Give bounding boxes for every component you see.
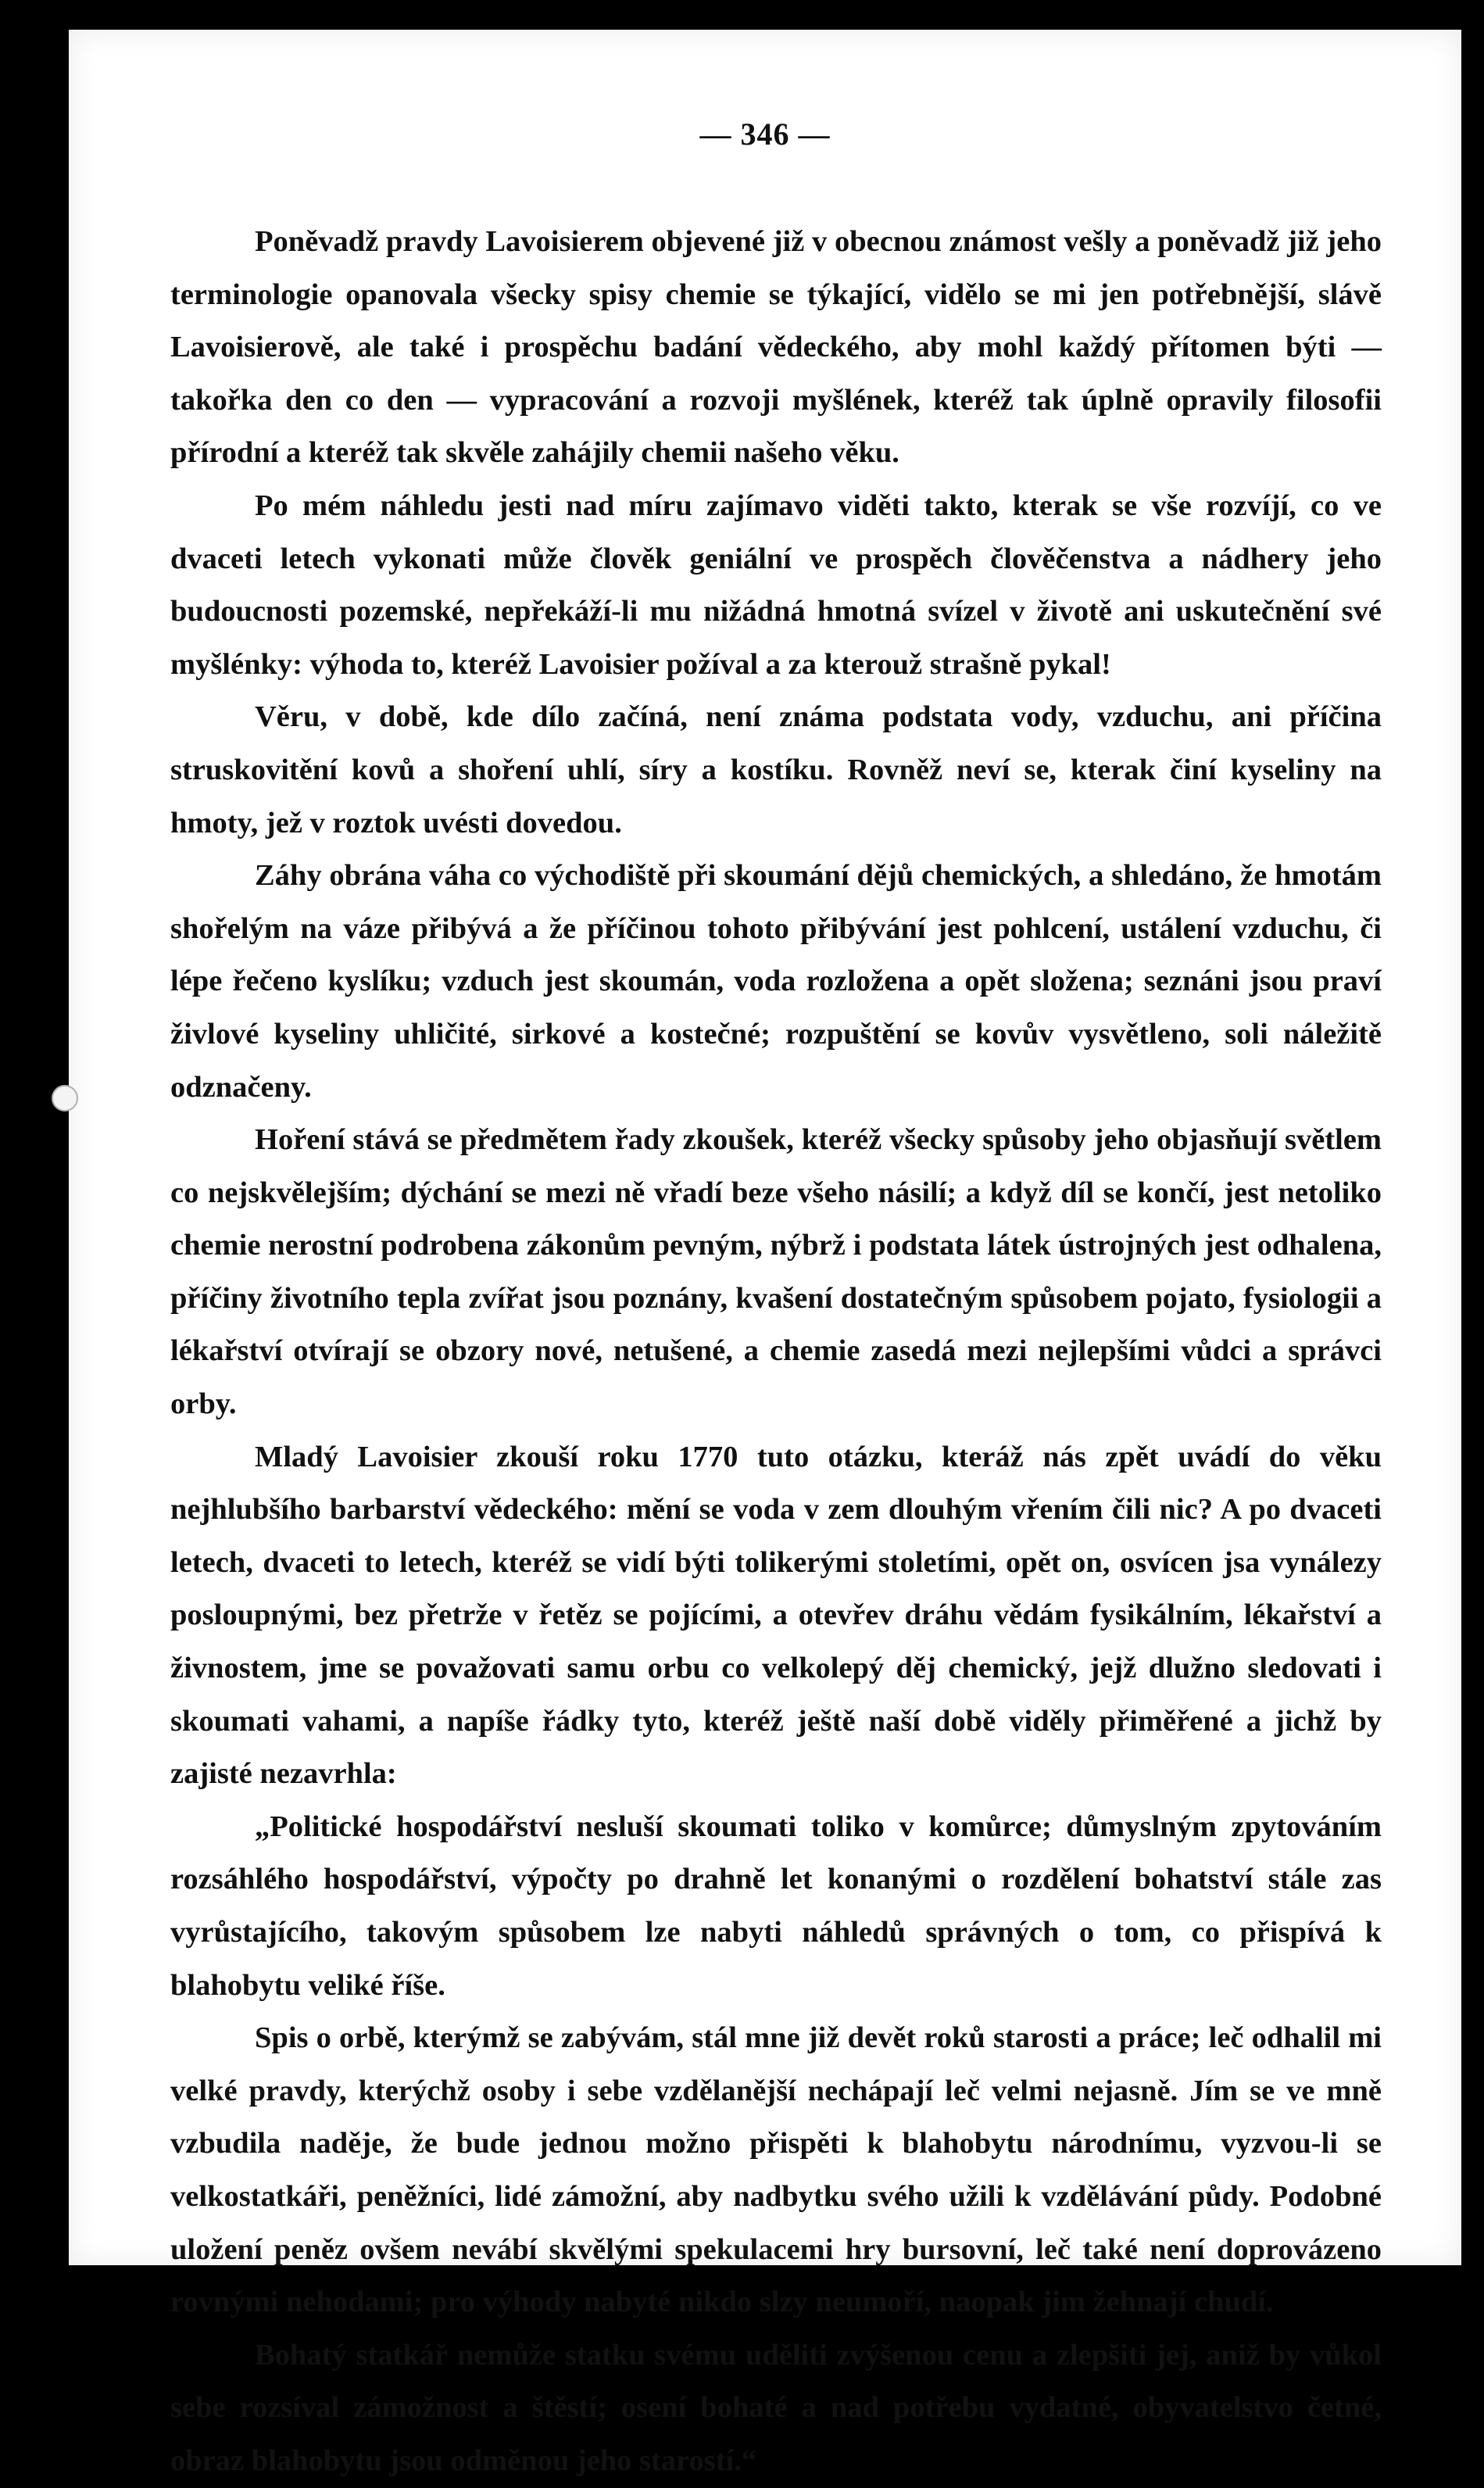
paragraph: Věru, v době, kde dílo začíná, není známa podstata vody, vzduchu, ani příčina struskovitění kovů a shoření uhlí, síry a kostíku. Rovněž neví se, kterak činí kyseliny na hmoty, jež v roztok uvésti dovedou. — [170, 700, 1382, 839]
paragraph: Mladý Lavoisier zkouší roku 1770 tuto otázku, kteráž nás zpět uvádí do věku nejhlubšího barbarství vědeckého: mění se voda v zem dlouhým vřením čili nic? A po dvaceti letech, dvaceti to letech, kteréž se vidí býti tolikerými stoletími, opět on, osvícen jsa vynálezy posloupnými, bez přetrže v řetěz se pojícími, a otevřev dráhu vědám fysikálním, lékařství a živnostem, jme se považovati samu orbu co velkolepý děj chemický, jejž dlužno sledovati i skoumati vahami, a napíše řádky tyto, kteréž ještě naší době viděly přiměřené a jichž by zajisté nezavrhla: — [170, 1440, 1382, 1791]
binding-hole-mark — [52, 1085, 78, 1112]
quote-paragraph: Bohatý statkář nemůže statku svému uděliti zvýšenou cenu a zlepšiti jej, aniž by vůkol sebe rozsíval zámožnost a štěstí; osení bohaté a nad potřebu vydatné, obyvatelstvo četné, obraz blahobytu jsou odměnou jeho starostí.“ — [170, 2338, 1382, 2477]
paragraph: Po mém náhledu jesti nad míru zajímavo viděti takto, kterak se vše rozvíjí, co ve dvaceti letech vykonati může člověk geniální ve prospěch člověčenstva a nádhery jeho budoucnosti pozemské, nepřekáží-li mu nižádná hmotná svízel v životě ani uskutečnění své myšlénky: výhoda to, kteréž Lavoisier požíval a za kterouž strašně pykal! — [170, 489, 1382, 681]
paragraph: Poněvadž pravdy Lavoisierem objevené již v obecnou známost vešly a poněvadž již jeho terminologie opanovala všecky spisy chemie se týkající, vidělo se mi jen potřebnější, slávě Lavoisierově, ale také i prospěchu badání vědeckého, aby mohl každý přítomen býti — takořka den co den — vypracování a rozvoji myšlének, kteréž tak úplně opravily filosofii přírodní a kteréž tak skvěle zahájily chemii našeho věku. — [170, 225, 1382, 470]
paragraph: Záhy obrána váha co východiště při skoumání dějů chemických, a shledáno, že hmotám shořelým na váze přibývá a že příčinou tohoto přibývání jest pohlcení, ustálení vzduchu, či lépe řečeno kyslíku; vzduch jest skoumán, voda rozložena a opět složena; seznáni jsou praví živlové kyseliny uhličité, sirkové a kostečné; rozpuštění se kovův vysvětleno, soli náležitě odznačeny. — [170, 859, 1382, 1104]
paragraph: Hoření stává se předmětem řady zkoušek, kteréž všecky spůsoby jeho objasňují světlem co nejskvělejším; dýchání se mezi ně vřadí beze všeho násilí; a když díl se končí, jest netoliko chemie nerostní podrobena zákonům pevným, nýbrž i podstata látek ústrojných jest odhalena, příčiny životního tepla zvířat jsou poznány, kvašení dostatečným spůsobem pojato, fysiologii a lékařství otvírají se obzory nové, netušené, a chemie zasedá mezi nejlepšími vůdci a správci orby. — [170, 1123, 1382, 1421]
scanned-page — [69, 30, 1461, 2477]
quote-paragraph: „Politické hospodářství nesluší skoumati toliko v komůrce; důmyslným zpytováním rozsáhlého hospodářství, výpočty po drahně let konanými o rozdělení bohatství stále zas vyrůstajícího, takovým spůsobem lze nabyti náhledů správných o tom, co přispívá k blahobytu veliké říše. — [170, 1810, 1382, 2002]
body-text — [170, 216, 1382, 2488]
quote-paragraph: Spis o orbě, kterýmž se zabývám, stál mne již devět roků starosti a práce; leč odhalil mi velké pravdy, kterýchž osoby i sebe vzdělanější nechápají leč velmi nejasně. Jím se ve mně vzbudila naděje, že bude jednou možno přispěti k blahobytu národnímu, vyzvou-li se velkostatkáři, peněžníci, lidé zámožní, aby nadbytku svého užili k vzdělávání půdy. Podobné uložení peněz ovšem nevábí skvělými spekulacemi hry bursovní, leč také není doprovázeno rovnými nehodami; pro výhody nabyté nikdo slzy neumoří, naopak jim žehnají chudí. — [170, 2021, 1382, 2319]
page-number: — 346 — — [699, 116, 831, 152]
